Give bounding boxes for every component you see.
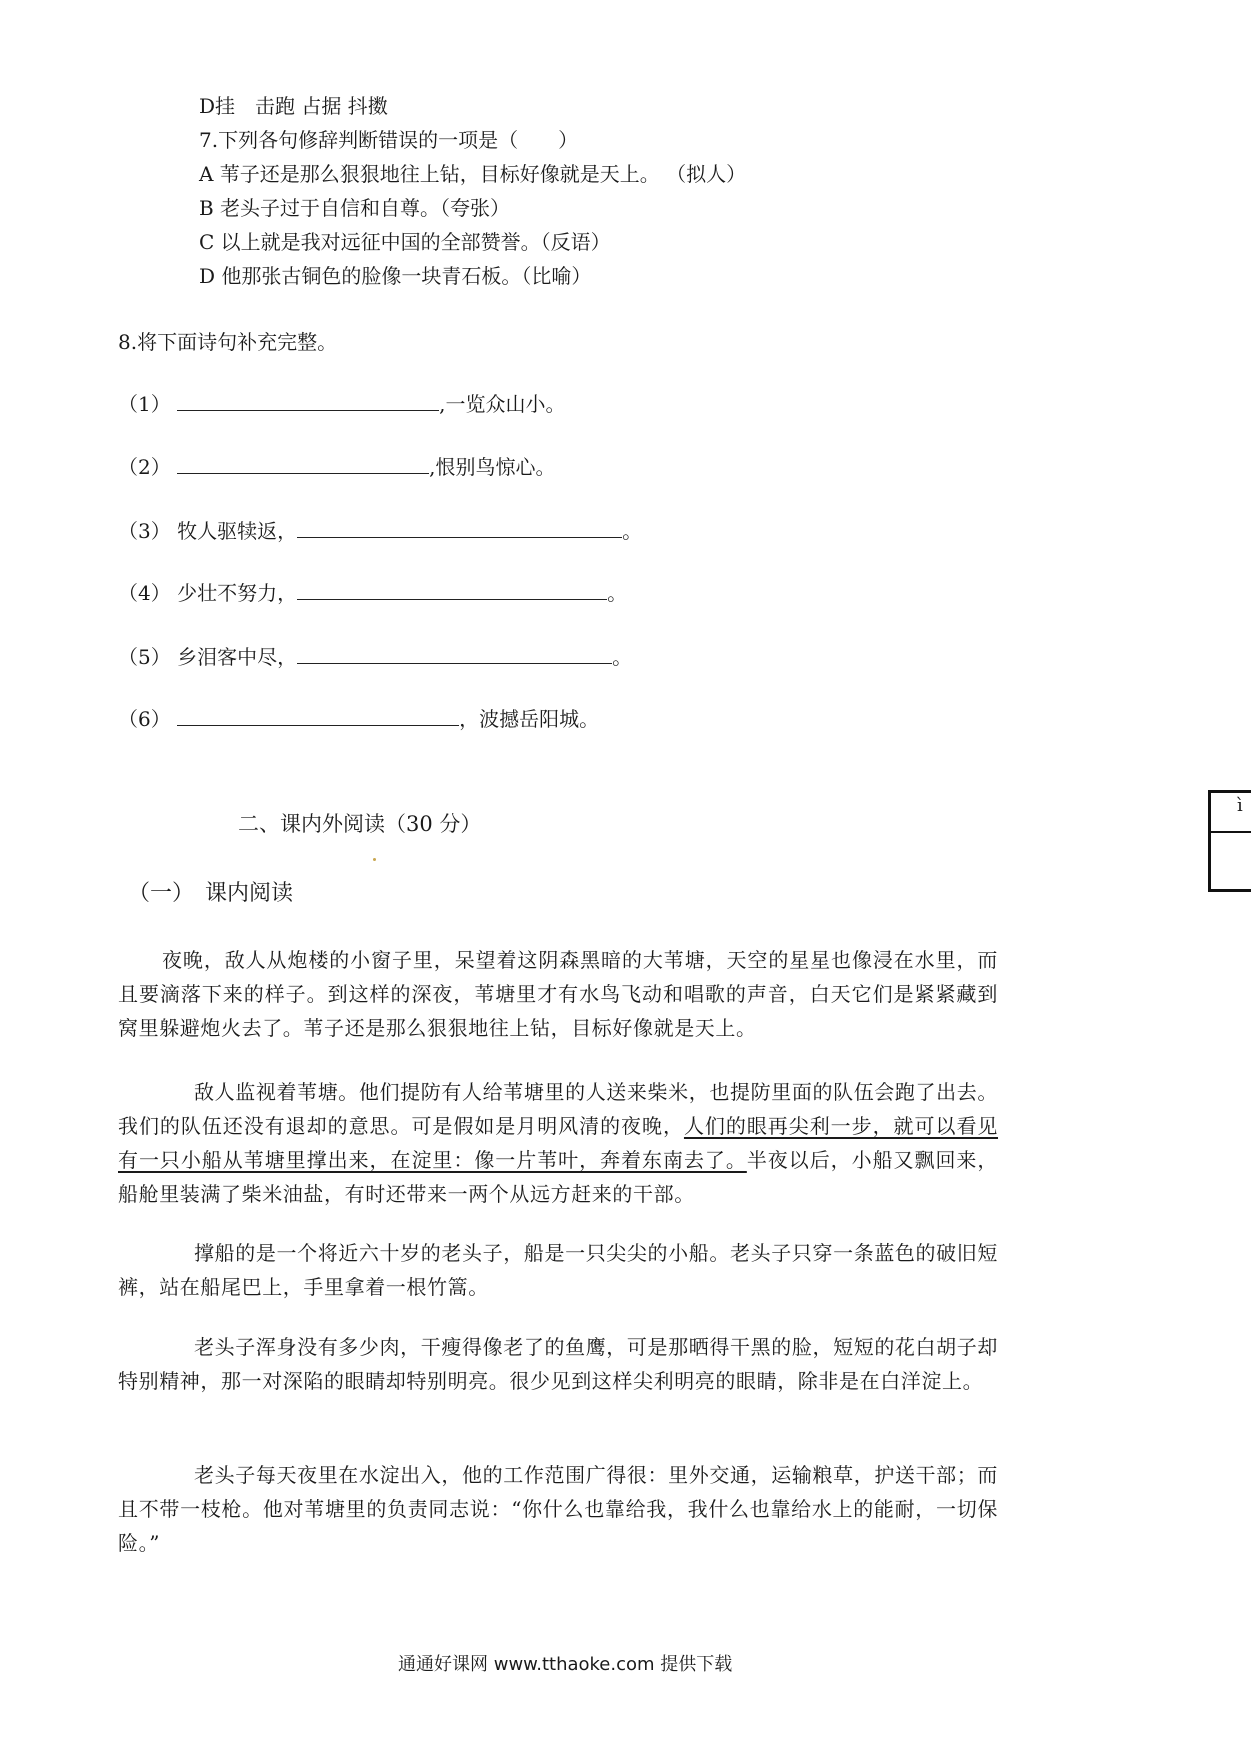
underlined-sentence: 人们的眼再尖利一步，就可以看见有一只小船从苇塘里撑出来，在淀里：像一片苇叶，奔着东南去了。 (118, 1114, 999, 1172)
q8-item-after: 。 (607, 581, 628, 605)
answer-blank[interactable] (177, 390, 439, 411)
section-title: 二、课内外阅读（30 分） (238, 812, 482, 836)
answer-blank[interactable] (177, 705, 459, 726)
q8-item-5 (118, 640, 632, 674)
q8-item-before: 乡泪客中尽， (177, 645, 298, 669)
answer-blank[interactable] (297, 517, 622, 538)
q8-item-6 (118, 702, 599, 736)
q8-item-after: ,恨别鸟惊心。 (429, 455, 556, 479)
q8-item-after: 。 (622, 519, 643, 543)
q8-item-after: 。 (612, 645, 633, 669)
q7-option-c: C 以上就是我对远征中国的全部赞誉。（反语） (199, 230, 611, 254)
q8-item-num: （3） (118, 519, 171, 543)
stray-mark (373, 858, 376, 861)
q7-stem: 7.下列各句修辞判断错误的一项是（ ） (199, 128, 579, 152)
q8-item-1 (118, 387, 565, 421)
subsection-title: （一） 课内阅读 (128, 881, 294, 906)
footer-credit: 通通好课网 www.tthaoke.com 提供下载 (398, 1654, 733, 1675)
q8-item-2 (118, 450, 555, 484)
score-box (1208, 790, 1251, 892)
q8-item-num: （1） (118, 392, 171, 416)
q8-item-4 (118, 576, 627, 610)
answer-blank[interactable] (297, 643, 612, 664)
q8-item-num: （4） (118, 581, 171, 605)
answer-blank[interactable] (297, 579, 607, 600)
q8-item-num: （2） (118, 455, 171, 479)
score-box-label: ì (1237, 795, 1243, 816)
q8-item-after: ,一览众山小。 (439, 392, 566, 416)
q7-option-d: D 他那张古铜色的脸像一块青石板。（比喻） (199, 264, 592, 288)
q8-item-num: （6） (118, 707, 171, 731)
q7-option-b: B 老头子过于自信和自尊。（夸张） (199, 196, 511, 220)
passage-text: 敌人监视着苇塘。他们提防有人给苇塘里的人送来柴米，也提防里面的队伍会跑了出去。我们的队伍还没有退却的意思。可是假如是月明风清的夜晚， (118, 1080, 998, 1138)
q8-item-after: ，波撼岳阳城。 (459, 707, 600, 731)
answer-blank[interactable] (177, 453, 429, 474)
passage-paragraph-2 (118, 1075, 998, 1211)
q8-item-before: 少壮不努力， (177, 581, 298, 605)
score-box-divider (1211, 831, 1251, 833)
q8-item-3 (118, 514, 642, 548)
passage-paragraph-3: 撑船的是一个将近六十岁的老头子，船是一只尖尖的小船。老头子只穿一条蓝色的破旧短裤，站在船尾巴上，手里拿着一根竹篙。 (118, 1241, 998, 1299)
q8-item-before: 牧人驱犊返， (177, 519, 298, 543)
passage-paragraph-4: 老头子浑身没有多少肉，干瘦得像老了的鱼鹰，可是那晒得干黑的脸，短短的花白胡子却特别精神，那一对深陷的眼睛却特别明亮。很少见到这样尖利明亮的眼睛，除非是在白洋淀上。 (118, 1335, 998, 1393)
q7-option-a: A 苇子还是那么狠狠地往上钻，目标好像就是天上。 （拟人） (199, 162, 747, 186)
q8-stem: 8.将下面诗句补充完整。 (118, 330, 338, 354)
passage-paragraph-1: 夜晚，敌人从炮楼的小窗子里，呆望着这阴森黑暗的大苇塘，天空的星星也像浸在水里，而且要滴落下来的样子。到这样的深夜，苇塘里才有水鸟飞动和唱歌的声音，白天它们是紧紧藏到窝里躲避炮火去了。苇子还是那么狠狠地往上钻，目标好像就是天上。 (118, 948, 998, 1040)
q8-item-num: （5） (118, 645, 171, 669)
passage-text: 半夜以后，小船又飘回来，船舱里装满了柴米油盐，有时还带来一两个从远方赶来的干部。 (118, 1148, 998, 1206)
q6-option-d: D挂 击跑 占据 抖擞 (199, 94, 388, 118)
passage-paragraph-5: 老头子每天夜里在水淀出入，他的工作范围广得很：里外交通，运输粮草，护送干部；而且不带一枝枪。他对苇塘里的负责同志说：“你什么也靠给我，我什么也靠给水上的能耐，一切保险。” (118, 1463, 998, 1555)
